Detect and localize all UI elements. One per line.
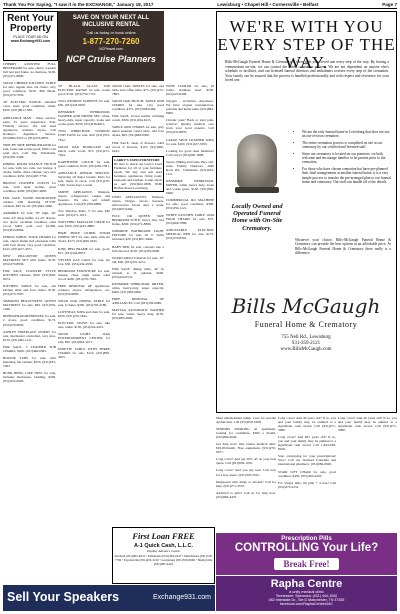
- cremation-urn-image: [237, 134, 277, 189]
- classified-ad: OSBORNE BATHROOM LIGHT FIXTURE for sale, all 3" bulbs included, $20. (931)607-6464.: [112, 229, 164, 242]
- classifieds-column-2: [58, 84, 110, 363]
- rent-ad-url[interactable]: www.Exchange931.com: [10, 39, 51, 43]
- classified-ad: SOLID OAK HUTCH, TABLE AND CHAIRS for sale, very good condition, $375. (931)308-0466.: [112, 99, 164, 112]
- classified-ad: FOR SALE, COUNTRY STYLE KITCHEN cabinets, $100. (931)639-8474.: [3, 269, 56, 282]
- header-rule: [3, 8, 397, 9]
- larrys-furniture-ad: [112, 156, 164, 192]
- classified-ad: BOLTOP TUBS for sale, with matching file cabinet, $250. (931)433-1903.: [3, 355, 56, 368]
- classified-ad: KING BED FRAME for sale, good, $15. (931)434-8873.: [58, 246, 110, 255]
- funeral-headline: WE'RE WITH YOU EVERY STEP OF THE WAY.: [217, 17, 396, 72]
- classified-ad: BROWN LEATHER COUCH for sale, both ends recline, great condition, $200. (931)967-4863.: [3, 181, 56, 194]
- classified-ad: FREE REMOVAL OF appliances, washers, dryers, refrigerators, etc. (931)359-6893.: [58, 283, 110, 296]
- classified-ad: WHITE KITCHEN TABLE AND FOUR CHAIRS for sale, $75. (931)609-7880.: [166, 213, 214, 226]
- ncp-headline: SAVE ON YOUR NEXT ALL INCLUSIVE RENTAL: [72, 15, 150, 28]
- rapha-phone[interactable]: Tennessee: Speranza: (931) 444-1000: [275, 594, 338, 598]
- classifieds-column-4: [166, 84, 214, 524]
- classified-ad: SIMMONS BEAUTYREST QUEEN MATTRESS for sale, $65. (931)359-1946.: [3, 299, 56, 312]
- classified-ad: USED APPLIANCES, Washers, dryers, fridges, stoves, freezers, microwaves. Seven days a week. (931)607-6464.: [112, 195, 164, 212]
- classified-ad: FOR SALE, chest of drawers, solid wood, 9 drawers, $125. (931)966-6443.: [112, 140, 164, 153]
- classified-ad: Long cover? And 60+ years old? If so, you and your family may be entitled to a significant cash award. Call 1-844-438-8918.: [278, 435, 336, 452]
- classified-ad: ELECTRIC STOVE for sale, like new, white, $150. (931)224-4431.: [58, 321, 110, 330]
- classifieds-column-7: [338, 416, 397, 532]
- classified-ad: Looking for good used furniture? Call Larry's (931)962-1808.: [166, 148, 214, 157]
- classified-ad: FREE REMOVAL OF APPLIANCES. Call (931)359-0086.: [112, 296, 164, 306]
- classified-ad: SOLID CHERRY KITCHEN TABLE for sale, regular size, six chairs, very good condition, $150. Bill Beale. (931)270-7950.: [3, 81, 56, 98]
- classified-ad: Sports, Hiking and Guns. Buy, sell, trade. Family Outdoors, 1040 Rock Rd., Tullahoma. (931)434-1111.: [166, 159, 214, 176]
- classified-ad: DINETTE TABLE WITH THREE CHAIRS for sale, $125. (931)839-4455.: [58, 347, 110, 360]
- classified-ad: Oxygen - Activities, Anywhere. We have oxygen concentrators, portable and home units. (931)684-6900.: [166, 99, 214, 116]
- prescription-line1: Prescription Pills: [281, 535, 332, 542]
- classified-ad: BABY BED for sale, converts into a full size bed, $150. (931)476-0606.: [112, 244, 164, 253]
- first-loan-free-ad[interactable]: [112, 527, 215, 584]
- rapha-centre-ad[interactable]: [216, 576, 397, 611]
- classified-ad: Long cover? And you pay less! Call now for a free quote. (931)359-3322.: [216, 468, 276, 477]
- classified-ad: TABLE AND CHAIRS for sale, grey metal pedestal round table, and four chairs, $65. (931)684-0500.: [112, 125, 164, 138]
- rapha-name: Rapha Centre: [270, 578, 343, 590]
- rapha-address: 482 Interstate Dr., Ste D Manchester, TN 37355: [268, 598, 345, 603]
- classified-ad: 30" BLACK GLASS TOP ELECTRIC RANGE for sale, works good, $150. (931)759-7731.: [58, 84, 110, 97]
- header-left: Thank You For Saying, "I saw it in the EXCHANGE," January 18, 2017: [3, 1, 154, 7]
- first-loan-locations: Dechard (931)962-4031 • Tullahoma (931)393-2447 • Manchester (931)728-7784 • Fayetteville (931)433-3210 • Lewisburg (931)359-9960 • Shelbyville (931)685-4443: [114, 554, 213, 566]
- classified-ad: ASHLEY FIREPLACE INSERT for sale, thermostat controlled, very nice, $150. (931)492-1211.: [3, 329, 56, 342]
- classified-ad: SMITH APPLIANCE. Washers, dryers, refrigerators, ranges and freezers. We also sell rebuilt appliances. Call (931)359-6868.: [58, 189, 110, 207]
- rent-property-ad[interactable]: [3, 11, 58, 61]
- break-free-button[interactable]: Break Free!: [274, 558, 340, 570]
- classified-ad: LOVESEAT, SOFA and chair for sale, $250. (931)270-5842.: [58, 310, 110, 319]
- classified-ad: SOLID OAK DINING TABLE for sale, 6 chairs, $300. (931)703-2180.: [58, 298, 110, 308]
- funeral-bullet: • For those who have chosen cremation but have pre-planned their final arrangements at another funeral home, it is a very simple process to transfer the pre-arranged plan to our funeral home and crematory. Our staff can handle all of the details.: [302, 167, 391, 185]
- classifieds-column-6: [278, 416, 336, 532]
- classified-ad: BUNK BEDS, LIKE NEW, for sale, includes mattresses, bedding, $200. (931)252-0905.: [3, 370, 56, 384]
- classified-ad: Long cover? And 40 years old? If so, you and your family may be entitled to a significant cash award. Call (931)271-5080.: [278, 416, 336, 433]
- larrys-title: LARRY'S USED FURNITURE: [114, 157, 160, 162]
- classified-ad: For Viagra pills, 60 pills + 4 free! Call (931)270-2231.: [278, 480, 336, 489]
- classified-ad: FOR SALE, 3 LEATHER TUB CHAIRS, $200. (931)446-6565.: [3, 344, 56, 353]
- page-header: [0, 0, 400, 8]
- classified-ad: REFRIGERATOR/FREEZER for sale, 2 doors, good condition, $175. (931)270-6830.: [3, 314, 56, 327]
- classified-ad: LARGE SPLIT LEATHER SOFA for sale, $200. (931)227-3393.: [166, 137, 214, 146]
- ncp-brand: NCP Cruise Planners: [66, 54, 156, 64]
- classified-ad: CHERRY 4-POSTER FULL BED/FRAME for sale, cherry 4-poster full bed and frame, no mattress, $100. (931)271-8890.: [3, 62, 56, 79]
- classifieds-column-5: [216, 416, 276, 532]
- classified-ad: SOLID OAK BOOKCASE and hutch, solid wood, $75. (931)271-7044.: [58, 144, 110, 157]
- funeral-bullet-list: [295, 130, 391, 186]
- classified-ad: WINE COOLER for sale, 18 bottle, stainless steel, $100. (931)225-0400.: [166, 84, 214, 97]
- classified-ad: BEDROOM FURNITURE for sale, dresser, chest, night stand, solid wood, $200. (931)270-7942.: [58, 268, 110, 281]
- classified-ad: HIGH PRICE OLDER WOOD DINING SET for sale, table with six chairs, $175. (931)490-3443.: [58, 231, 110, 244]
- funeral-logo: [217, 294, 395, 354]
- classified-ad: Stop overpaying for your prescriptions! Save! Call our licensed Canadian and international pharmacy. (931)684-6920.: [278, 454, 336, 467]
- classified-ad: ADJUSTABLE ELECTRIC MEDICAL BED for sale, $175. (931)270-8301.: [166, 228, 214, 241]
- classified-ad: STAIR LIFT CHAIR for sale, good condition, $450. (931)260-4450.: [278, 469, 336, 478]
- classifieds-column-3: [112, 84, 164, 524]
- classified-ad: KITCHEN TABLE for sale, oak kitchen table and four chairs, $150. (931)270-7907.: [3, 284, 56, 297]
- classified-ad: Male enhancement pump. Cure for erectile dysfunction. Call (931)650-3308.: [216, 416, 276, 425]
- classified-ad: 36" ELECTRIC RANGE, standard oven, used, good condition, white, $250. (931)861-1586.: [3, 100, 56, 113]
- classified-ad: Diagnosed with drugs or alcohol? Call for help. (931)271-3370.: [216, 479, 276, 488]
- classified-ad: ARMOIRE for sale, 78" high, 40" wide, 24" deep, buffet, 4 x 24" drawer, two doors, excellent condition, solid wood, $400, paid over $1,600. (931)653-8994.: [3, 211, 56, 232]
- funeral-bullet: • Since our crematory is located on our premises, we both welcome and encourage families to be present prior to the cremation.: [302, 152, 391, 165]
- rent-ad-subtitle: PLACE YOUR AD ON: [13, 35, 48, 39]
- prescription-line2: CONTROLLING Your Life?: [234, 542, 379, 554]
- funeral-side-panel: [225, 130, 289, 268]
- classified-ad: VESTED GAS LOGS for sale, six foot, $50. (931)434-4930.: [58, 257, 110, 266]
- classified-ad: FOR SALE, brown leather reclining couch, $300. (931)294-6113.: [112, 114, 164, 123]
- classified-ad: KENMORE WHIRLPOOL DRYER, white, heavy-duty, super capacity, $200. (931)308-0466.: [112, 281, 164, 294]
- header-page-number: Page 7: [382, 1, 397, 7]
- classified-ad: WATCHING MASSAGE CHAIR for sale, $100. (931)433-4880.: [58, 220, 110, 229]
- classified-ad: DINING ROOM WALNUT HUTCH for sale, with two rails, two knives, 4 chairs, buffet, china cabinet, very nice condition, $450. (931)487-7750.: [3, 161, 56, 179]
- ncp-sub: Call us today or book online: [86, 30, 136, 35]
- funeral-home-ad[interactable]: [216, 11, 397, 413]
- funeral-web[interactable]: www.BillsMcGaugh.com: [280, 347, 332, 353]
- classified-ad: MAYTAG AUTOMATIC WASHER for sale, white, heavy duty, $150. (931)685-4990.: [112, 308, 164, 321]
- classified-ad: Addicted to pills? Call us for help now. (931)684-4437.: [216, 490, 276, 499]
- classified-ad: TWO WHIRLPOOL WINDOW UNIT FANS for sale, $20. (931)703-7812.: [58, 129, 110, 142]
- funeral-bullet: • We are the only funeral home in Lewisburg that does not use an out-of-town crematory.: [302, 130, 391, 139]
- sell-your-banner[interactable]: [3, 585, 215, 611]
- funeral-intro: Bills-McGaugh Funeral Home & Crematory is there with your loved one every step of the way. By having a crematorium on-site, we can control the entire cremation process. We are not dependent on anyone else's schedule or facilities, and our licensed funeral directors and embalmers oversee every step of the cremation. Your family can be assured that the process is handled professionally and with respect and reverence for your loved one.: [225, 60, 389, 82]
- classified-ad: EARTHTONE COUCH for sale, great condition, $150. (931)239-1581.: [58, 159, 110, 168]
- funeral-closing: Whatever your choice, Bills-McGaugh Funeral Home & Crematory can provide the best options at an affordable price. At Bills-McGaugh Funeral Home & Crematory there really is a difference.: [295, 238, 391, 256]
- classified-ad: TWO WINDOW SCREENS for sale, $30. (931)433-0925.: [58, 99, 110, 108]
- funeral-logo-sub: Funeral Home & Crematory: [254, 320, 358, 329]
- classified-ad: FOR SALE, dining table, 42" in extends to 9', painted, $200. (931)224-0531.: [112, 266, 164, 279]
- first-loan-sub: Payday Advance Loans: [147, 549, 180, 553]
- classified-ad: Get help now! One button medical alert. $19.95/month. Free equipment. (931)270-9977.: [216, 442, 276, 455]
- classified-ad: WOOD GRILLS RACK for sale, 10" tall, $20. (931)301-4251.: [112, 255, 164, 264]
- classified-ad: APPLIANCE REPAIR SERVICE. Servicing all major brands. Parts for sale, many in stock. Call (931)270-1346. Seven days a week.: [58, 170, 110, 187]
- funeral-phone[interactable]: 931-359-2121: [291, 341, 321, 347]
- first-loan-title: A-1 Quick Cash, L.L.C.: [134, 543, 193, 549]
- classified-ad: Chronic pain? Back or joint pain, sciatica? Quality medical care from your local experts. Call (931)233-8870.: [166, 118, 214, 135]
- classified-ad: FULL OR QUEEN SIZE BEDROOM SUITE, heavy duty bed frame, $200. (931)271-8890.: [112, 214, 164, 227]
- funeral-caption: Locally Owned and Operated Funeral Home with On-Site Crematory.: [231, 203, 283, 232]
- classified-ad: SIDE BY SIDE REFRIGERATOR for sale, looks and works good, $300. Can send pics. Call Jim, Tullahoma. (931)581-3396.: [3, 142, 56, 159]
- larrys-body: Be sure to check out Larry's Used Furniture for all of your furniture needs. We buy and sell used furniture, appliances, living room, bedroom and kitchen. Come check us out! (931)962-1808. 8160 Belfast Road, Lewisburg: [114, 161, 162, 190]
- first-loan-headline: First Loan FREE: [132, 531, 195, 541]
- ncp-phone[interactable]: 1-877-270-7260: [82, 37, 140, 46]
- classified-ad: SENIORS SHARING an apartment, looking for roommate, $300 a month. (931)684-4040.: [216, 427, 276, 440]
- classified-ad: COMMERCIAL RO MACHINE for sale, good condition, $300. (931)359-1121.: [166, 198, 214, 211]
- funeral-bullet: • The entire cremation process is completed on site at our crematory by our certified and licensed staff.: [302, 141, 391, 150]
- rent-ad-title: Rent Your Property: [7, 13, 54, 34]
- ncp-web[interactable]: NCPtravel.com: [99, 47, 123, 51]
- rapha-web[interactable]: facebook.com/RaphaCentreUMC: [280, 602, 333, 607]
- funeral-logo-script: Bills McGaugh: [231, 294, 381, 318]
- classified-ad: SOLID LIGHT OAK ENTERTAINMENT CENTER for sale, $95. (931)842-1071.: [58, 332, 110, 345]
- header-center: Lewisburg • Chapel Hill • Cornersville • Belfast: [217, 1, 319, 7]
- classified-ad: DINING TABLE, TOP & CHAIRS for sale, cherry finish leaf extension table with four chairs, very good condition, $125. (931)617-4371.: [3, 234, 56, 251]
- rapha-tagline: a unity medical clinic: [289, 590, 324, 594]
- classified-ad: KENMORE WHIRLPOOL WASHER AND DRYER SET, white, heavy-duty, super capacity, looks and works great, $250. (931)638-6611.: [58, 110, 110, 127]
- classifieds-column-1: [3, 62, 56, 386]
- classified-ad: Long cover? And 40 years old? If so, you and your family may be entitled to a significant cash award. Call (931)271-5080.: [338, 416, 397, 433]
- classified-ad: SOLID OAK TABLES for sale, end table and coffee table, $75. (931)272-7863.: [112, 84, 164, 97]
- classified-ad: KENMORE WHIRLPOOL DRYER, white, heavy duty, looks and works great, $150. (931)308-0466.: [166, 178, 214, 196]
- classified-ad: FOR SALE, WOOD MICROWAVE cabinet with matching 18"x58" cabinets, $45 for all. (931)842-5066.: [3, 196, 56, 209]
- classified-ad: APPLIANCE MAN - Sales, service, parts. 25 years experience. Fast, Friendly service. We sell used appliances, washers, dryers. Call Rodney's Appliance Service, (931)684-5016 or (931)233-8870.: [3, 115, 56, 140]
- classified-ad: NEW PILLOWTOP QUEEN MATTRESS SET with frame, $150. (931)279-8836.: [3, 253, 56, 266]
- prescription-pills-ad[interactable]: [216, 533, 397, 575]
- classified-ad: Two Window Rolls, 5' for sale, $40 each. (931)271-1811.: [58, 209, 110, 218]
- classified-ad: Long cover? And get 50% off on your best quote. Call (931)639-1109.: [216, 457, 276, 466]
- funeral-address: 755 Nell Rd., Lewisburg: [281, 335, 331, 340]
- sell-banner-text: Sell Your Speakers: [7, 590, 120, 604]
- sell-banner-url[interactable]: Exchange931.com: [153, 594, 211, 601]
- ncp-travel-ad[interactable]: [58, 11, 164, 81]
